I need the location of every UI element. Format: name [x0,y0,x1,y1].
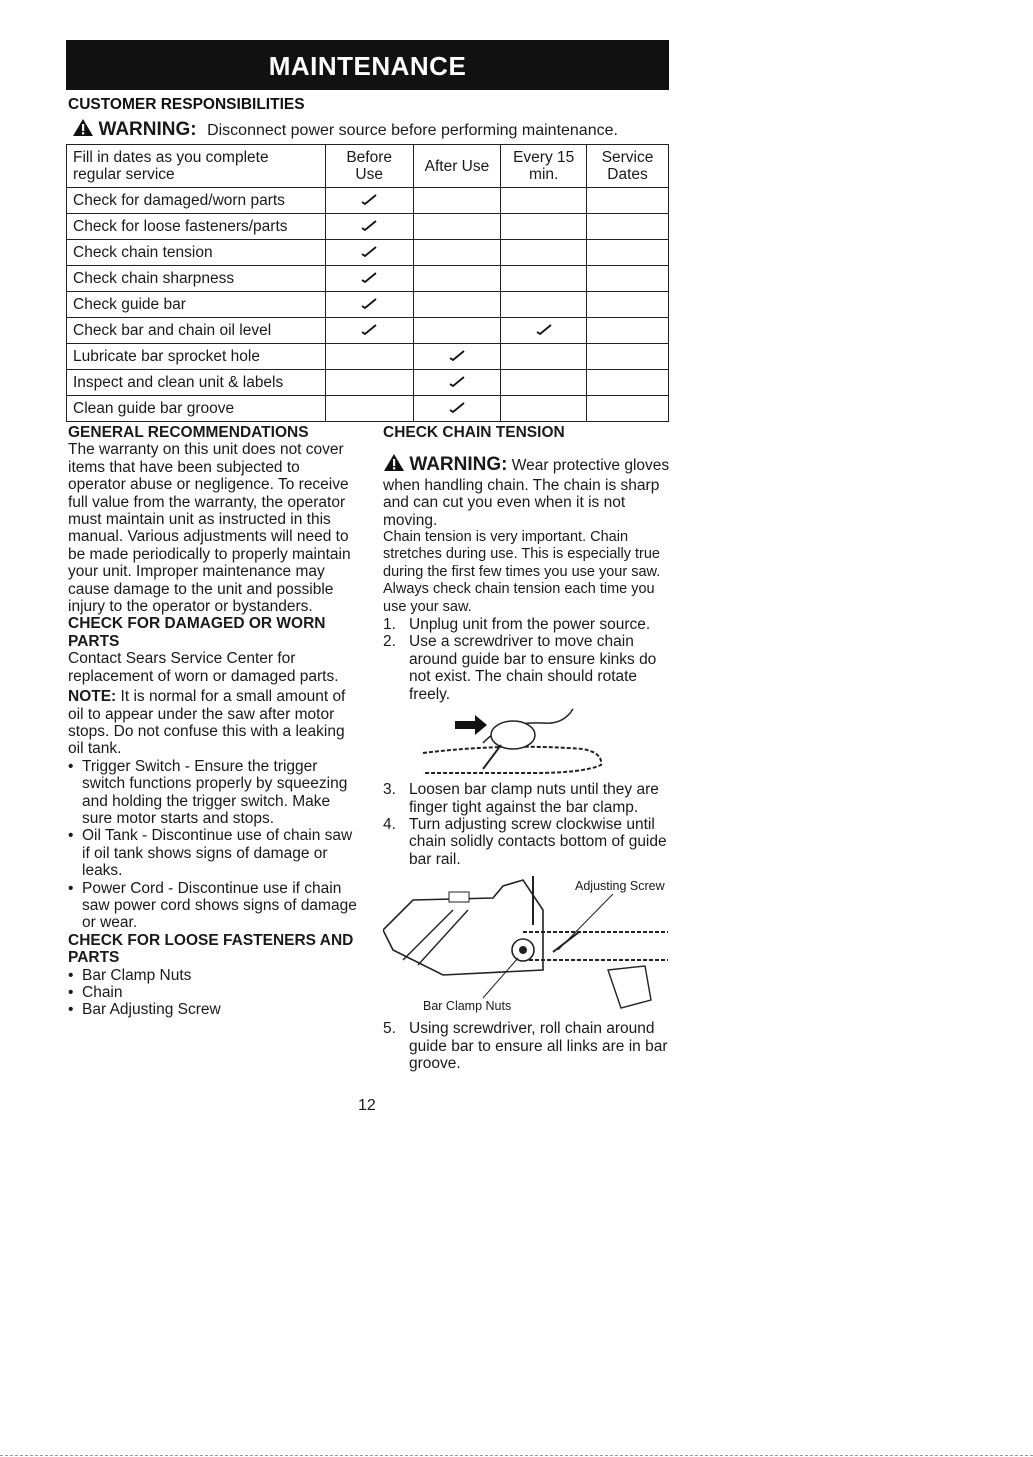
page-number: 12 [358,1097,376,1114]
step-number: 3. [383,781,396,799]
before-cell [325,240,413,266]
list-item: • Oil Tank - Discontinue use of chain saw if oil tank shows signs of damage or leaks. [68,827,358,879]
every-cell [501,240,587,266]
check-chain-tension-heading: CHECK CHAIN TENSION [383,424,565,441]
checkmark-icon [449,374,465,391]
chain-warning-text: Wear protective gloves when handling chain. The chain is sharp and can cut you even when it is not moving. [383,457,670,529]
after-cell [413,266,501,292]
every-cell [501,292,587,318]
before-cell [325,370,413,396]
note-paragraph [68,688,358,758]
step-item [383,633,675,703]
maintenance-warning [72,118,618,142]
checkmark-icon [361,218,377,235]
header-after-use: After Use [413,145,501,188]
after-cell [413,240,501,266]
checkmark-icon [361,322,377,339]
bar-clamp-nuts-label: Bar Clamp Nuts [423,999,512,1014]
table-header-row [67,145,669,188]
every-cell [501,370,587,396]
checkmark-icon [361,244,377,261]
chain-rotate-figure [383,703,675,781]
note-label: NOTE: [68,688,117,706]
before-cell [325,188,413,214]
every-cell [501,266,587,292]
loose-parts-heading: CHECK FOR LOOSE FASTENERS AND PARTS [68,931,354,967]
customer-responsibilities-heading: CUSTOMER RESPONSIBILITIES [68,96,305,113]
every-cell [501,214,587,240]
step-number: 4. [383,815,396,833]
step-item [383,1020,675,1072]
task-cell: Check chain sharpness [67,266,326,292]
checkmark-icon [449,348,465,365]
step-number: 1. [383,616,396,634]
service-cell [587,188,669,214]
service-cell [587,344,669,370]
list-item: • Bar Adjusting Screw [68,1001,358,1018]
after-cell [413,370,501,396]
service-cell [587,214,669,240]
chain-tension-text: Chain tension is very important. Chain stretches during use. This is especially true during the first few times you use your saw. Always check chain tension each time you use your saw. [383,529,661,615]
checkmark-icon [361,296,377,313]
service-cell [587,240,669,266]
header-before-use: Before Use [325,145,413,188]
warning-label: WARNING: [409,454,508,476]
adjusting-screw-label: Adjusting Screw [575,879,665,894]
maintenance-schedule-table [66,144,669,422]
table-row [67,188,669,214]
before-cell [325,214,413,240]
every-cell [501,188,587,214]
checkmark-icon [449,400,465,417]
table-row [67,266,669,292]
note-text: It is normal for a small amount of oil to appear under the saw after motor stops. Do not confuse this with a leaking oil tank. [68,688,346,758]
every-cell [501,396,587,422]
service-cell [587,292,669,318]
every-cell [501,318,587,344]
damaged-parts-text: Contact Sears Service Center for replacement of worn or damaged parts. [68,650,339,685]
task-cell: Check chain tension [67,240,326,266]
task-cell: Check for damaged/worn parts [67,188,326,214]
damaged-parts-heading: CHECK FOR DAMAGED OR WORN PARTS [68,615,326,650]
right-column [383,424,675,1072]
step-item [383,781,675,816]
checkmark-icon [536,322,552,339]
warning-label: WARNING: [98,119,197,140]
loose-parts-list [68,967,358,1019]
service-cell [587,266,669,292]
header-service-dates: Service Dates [587,145,669,188]
chain-warning [383,453,675,529]
service-cell [587,396,669,422]
table-row [67,292,669,318]
table-row [67,318,669,344]
warning-text: Disconnect power source before performing maintenance. [207,122,618,139]
step-number: 5. [383,1020,396,1038]
after-cell [413,344,501,370]
task-cell: Check guide bar [67,292,326,318]
before-cell [325,266,413,292]
after-cell [413,318,501,344]
checkmark-icon [361,192,377,209]
after-cell [413,214,501,240]
general-recommendations-heading: GENERAL RECOMMENDATIONS [68,424,309,441]
before-cell [325,292,413,318]
list-item: • Bar Clamp Nuts [68,967,358,984]
chain-step-5 [383,1020,675,1072]
chain-steps-3-4 [383,781,675,868]
task-cell: Check bar and chain oil level [67,318,326,344]
table-row [67,370,669,396]
after-cell [413,396,501,422]
before-cell [325,318,413,344]
step-text: Using screwdriver, roll chain around guide bar to ensure all links are in bar groove. [409,1020,668,1072]
step-text: Use a screwdriver to move chain around guide bar to ensure kinks do not exist. The chain should rotate freely. [409,633,657,703]
every-cell [501,344,587,370]
service-cell [587,318,669,344]
task-cell: Lubricate bar sprocket hole [67,344,326,370]
arrow-icon [455,715,487,735]
left-column [68,424,358,1019]
header-every-15-min: Every 15 min. [501,145,587,188]
inspection-bullets [68,758,358,932]
before-cell [325,396,413,422]
list-item: • Power Cord - Discontinue use if chain saw power cord shows signs of damage or wear. [68,880,358,932]
table-row [67,240,669,266]
step-text: Loosen bar clamp nuts until they are finger tight against the bar clamp. [409,781,659,816]
table-row [67,214,669,240]
task-cell: Clean guide bar groove [67,396,326,422]
chain-steps-1-2 [383,616,675,703]
after-cell [413,292,501,318]
step-number: 2. [383,633,396,651]
checkmark-icon [361,270,377,287]
task-cell: Check for loose fasteners/parts [67,214,326,240]
section-banner: MAINTENANCE [66,40,669,90]
adjusting-screw-figure [383,870,675,1020]
table-row [67,344,669,370]
list-item: • Trigger Switch - Ensure the trigger switch functions properly by squeezing and holding the trigger switch. Make sure motor starts and stops. [68,758,358,828]
page-bottom-rule [0,1455,1033,1456]
table-row [67,396,669,422]
task-cell: Inspect and clean unit & labels [67,370,326,396]
step-text: Unplug unit from the power source. [409,616,651,634]
header-task: Fill in dates as you complete regular service [67,145,326,188]
after-cell [413,188,501,214]
step-text: Turn adjusting screw clockwise until chain solidly contacts bottom of guide bar rail. [409,815,667,868]
before-cell [325,344,413,370]
general-recommendations-text: The warranty on this unit does not cover items that have been subjected to operator abuse or negligence. To receive full value from the warranty, the operator must maintain unit as instructed in this manual. Various adjustments will need to be made periodically to properly maintain your unit. Improper maintenance may cause damage to the unit and possible injury to the operator or bystanders. [68,441,351,616]
step-item [383,616,675,633]
warning-triangle-icon [383,453,405,476]
warning-triangle-icon [72,118,94,142]
list-item: • Chain [68,984,358,1001]
service-cell [587,370,669,396]
step-item [383,816,675,868]
